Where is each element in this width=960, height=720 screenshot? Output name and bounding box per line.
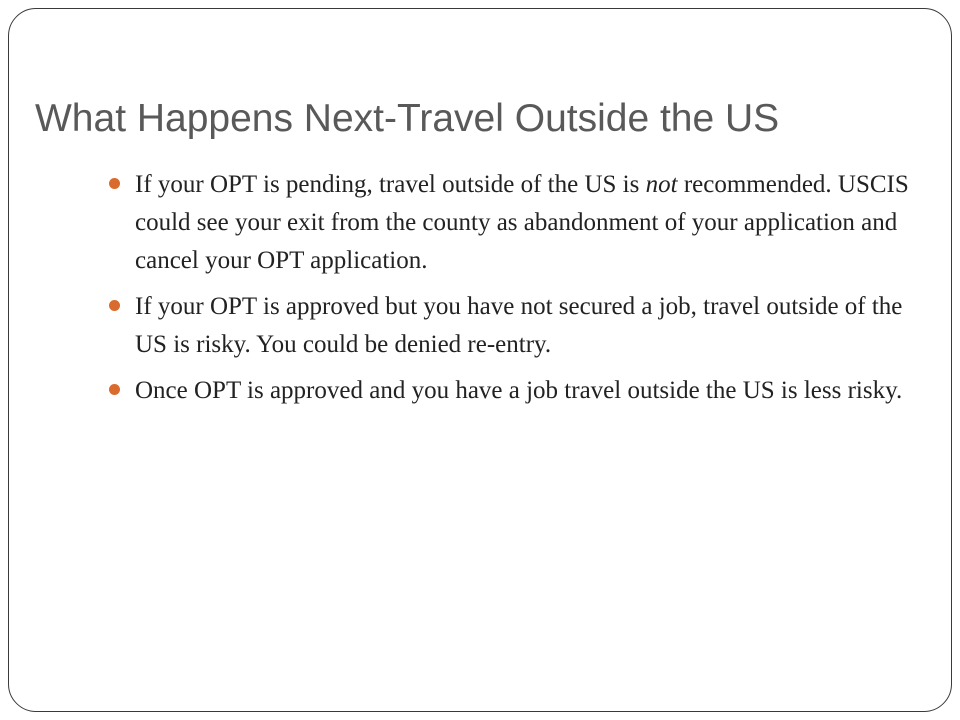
bullet-text-part: If your OPT is pending, travel outside of the US is <box>135 171 646 198</box>
bullet-list <box>107 166 917 418</box>
bullet-text: Once OPT is approved and you have a job travel outside the US is less risky. <box>135 377 903 404</box>
bullet-item <box>107 166 917 280</box>
bullet-dot-icon <box>109 300 120 311</box>
bullet-dot-icon <box>109 384 120 395</box>
bullet-item <box>107 372 917 410</box>
bullet-text-part: recommended. USCIS could see your exit from the county as abandonment of your application and cancel your OPT application. <box>135 171 909 274</box>
bullet-text: If your OPT is approved but you have not secured a job, travel outside of the US is risky. You could be denied re-entry. <box>135 293 903 358</box>
bullet-emphasis: not <box>645 171 678 198</box>
slide-title: What Happens Next-Travel Outside the US <box>35 97 780 140</box>
bullet-text <box>135 171 909 274</box>
bullet-item <box>107 288 917 364</box>
bullet-dot-icon <box>109 178 120 189</box>
slide-frame <box>8 8 952 712</box>
